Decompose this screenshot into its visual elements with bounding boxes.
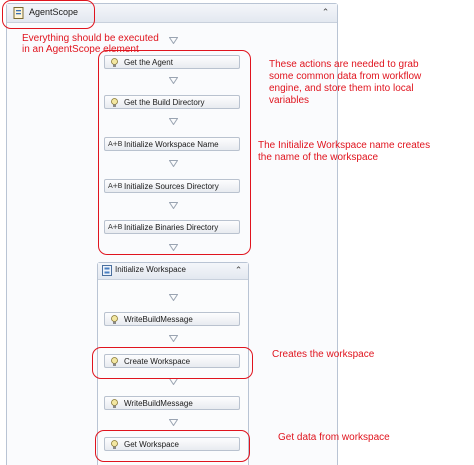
drop-target-arrow-icon	[169, 244, 178, 251]
actions-annotation-line: engine, and store them into local	[269, 83, 414, 94]
assign-ab-icon: A+B	[108, 223, 122, 231]
activity-label: Create Workspace	[124, 357, 191, 366]
drop-target-arrow-icon	[169, 335, 178, 342]
name-annotation-line: the name of the workspace	[258, 152, 379, 163]
double-chevron-up-icon[interactable]: ⌃	[321, 7, 330, 17]
activity-initialize-workspace-name[interactable]	[104, 137, 240, 151]
activity-label: Get the Agent	[124, 58, 173, 67]
create-annotation: Creates the workspace	[272, 349, 375, 360]
drop-target-arrow-icon	[169, 419, 178, 426]
activity-writebuildmessage-2[interactable]	[104, 396, 240, 410]
agentscope-header[interactable]	[7, 4, 337, 23]
lightbulb-activity-icon	[109, 97, 120, 108]
lightbulb-activity-icon	[109, 439, 120, 450]
assign-ab-icon: A+B	[108, 140, 122, 148]
lightbulb-activity-icon	[109, 314, 120, 325]
actions-annotation	[269, 59, 421, 107]
activity-label: Get the Build Directory	[124, 98, 205, 107]
agentscope-title: AgentScope	[29, 7, 79, 17]
activity-label: Get Workspace	[124, 440, 179, 449]
activity-label: Initialize Workspace Name	[124, 140, 219, 149]
activity-get-the-build-directory[interactable]	[104, 95, 240, 109]
drop-target-arrow-icon	[169, 294, 178, 301]
activity-initialize-binaries-directory[interactable]	[104, 220, 240, 234]
initialize-workspace-header[interactable]	[98, 263, 248, 280]
initialize-workspace-title: Initialize Workspace	[115, 265, 186, 274]
activity-initialize-sources-directory[interactable]	[104, 179, 240, 193]
drop-target-arrow-icon	[169, 378, 178, 385]
activity-get-workspace[interactable]	[104, 437, 240, 451]
get-annotation: Get data from workspace	[278, 432, 390, 443]
drop-target-arrow-icon	[169, 37, 178, 44]
assign-ab-icon: A+B	[108, 182, 122, 190]
activity-label: Initialize Binaries Directory	[124, 223, 219, 232]
double-chevron-up-icon[interactable]: ⌃	[234, 265, 243, 275]
drop-target-arrow-icon	[169, 160, 178, 167]
name-annotation-line: The Initialize Workspace name creates	[258, 140, 431, 151]
actions-annotation-line: variables	[269, 95, 310, 106]
lightbulb-activity-icon	[109, 57, 120, 68]
scope-annotation-line: Everything should be executed	[22, 33, 159, 44]
agentscope-icon	[13, 7, 24, 19]
lightbulb-activity-icon	[109, 356, 120, 367]
scope-annotation	[22, 33, 159, 55]
drop-target-arrow-icon	[169, 202, 178, 209]
actions-annotation-line: These actions are needed to grab	[269, 59, 419, 70]
activity-create-workspace[interactable]	[104, 354, 240, 368]
actions-annotation-line: some common data from workflow	[269, 71, 422, 82]
activity-label: WriteBuildMessage	[124, 315, 193, 324]
activity-label: WriteBuildMessage	[124, 399, 193, 408]
drop-target-arrow-icon	[169, 118, 178, 125]
lightbulb-activity-icon	[109, 398, 120, 409]
activity-get-the-agent[interactable]	[104, 55, 240, 69]
drop-target-arrow-icon	[169, 77, 178, 84]
name-annotation	[258, 140, 430, 164]
sequence-icon	[102, 265, 112, 276]
scope-annotation-line: in an AgentScope element	[22, 44, 139, 55]
activity-writebuildmessage[interactable]	[104, 312, 240, 326]
activity-label: Initialize Sources Directory	[124, 182, 219, 191]
